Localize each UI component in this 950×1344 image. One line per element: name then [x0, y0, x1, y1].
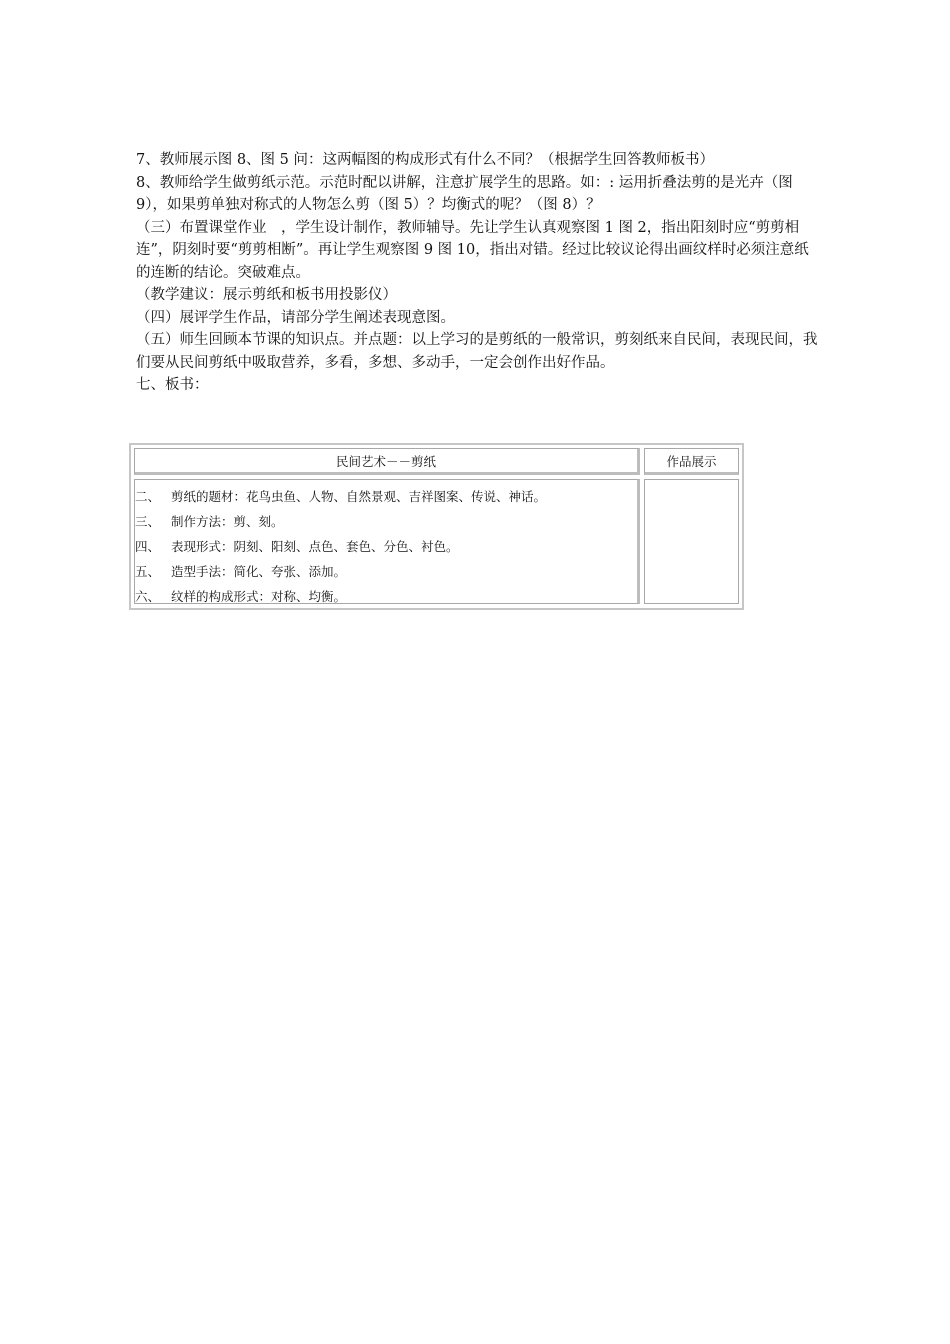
blackboard-table	[129, 443, 744, 610]
list-item-text: 表现形式：阴刻、阳刻、点色、套色、分色、衬色。	[171, 539, 459, 554]
list-item	[135, 559, 637, 584]
list-item-number: 五、	[135, 564, 161, 579]
list-item-text: 造型手法：简化、夸张、添加。	[171, 564, 347, 579]
table-header-main-label: 民间艺术－－剪纸	[335, 453, 436, 469]
list-item	[135, 584, 637, 609]
table-header-main	[134, 448, 640, 475]
list-item-text: 剪纸的题材：花鸟虫鱼、人物、自然景观、吉祥图案、传说、神话。	[171, 489, 547, 504]
list-item-number: 六、	[135, 589, 161, 604]
list-item-number: 四、	[135, 539, 161, 554]
paragraph-homework: （三）布置课堂作业 ，学生设计制作，教师辅导。先让学生认真观察图 1 图 2，指出阳刻时应“剪剪相连”，阴刻时要“剪剪相断”。再让学生观察图 9 图 10，指出对错。经过比较议论得出画纹样时必须注意纸的连断的结论。突破难点。	[136, 219, 809, 281]
paragraph-board-heading: 七、板书：	[136, 377, 209, 393]
list-item-number: 三、	[135, 514, 161, 529]
paragraph-review-works: （四）展评学生作品，请部分学生阐述表现意图。	[136, 309, 455, 326]
list-item-text: 纹样的构成形式：对称、均衡。	[171, 589, 347, 604]
paragraph-teaching-suggestion: （教学建议：展示剪纸和板书用投影仪）	[136, 287, 397, 303]
paragraph-step-8: 8、教师给学生做剪纸示范。示范时配以讲解，注意扩展学生的思路。如：: 运用折叠法剪的是光卉（图 9），如果剪单独对称式的人物怎么剪（图 5）？均衡式的呢？（图 8）？	[136, 174, 793, 213]
paragraph-step-7: 7、教师展示图 8、图 5 问：这两幅图的构成形式有什么不同？（根据学生回答教师板书）	[136, 152, 714, 168]
table-body-side	[644, 479, 739, 604]
list-item	[135, 509, 637, 534]
list-item-number: 二、	[135, 489, 161, 504]
paragraph-summary: （五）师生回顾本节课的知识点。并点题：以上学习的是剪纸的一般常识，剪刻纸来自民间，表现民间，我们要从民间剪纸中吸取营养，多看，多想、多动手，一定会创作出好作品。	[136, 332, 818, 371]
document-body	[136, 149, 818, 397]
list-item-text: 制作方法：剪、刻。	[171, 514, 284, 529]
table-body-main	[134, 479, 640, 604]
table-header-side	[644, 448, 739, 475]
table-header-side-label: 作品展示	[666, 453, 717, 469]
list-item	[135, 484, 637, 509]
list-item	[135, 534, 637, 559]
